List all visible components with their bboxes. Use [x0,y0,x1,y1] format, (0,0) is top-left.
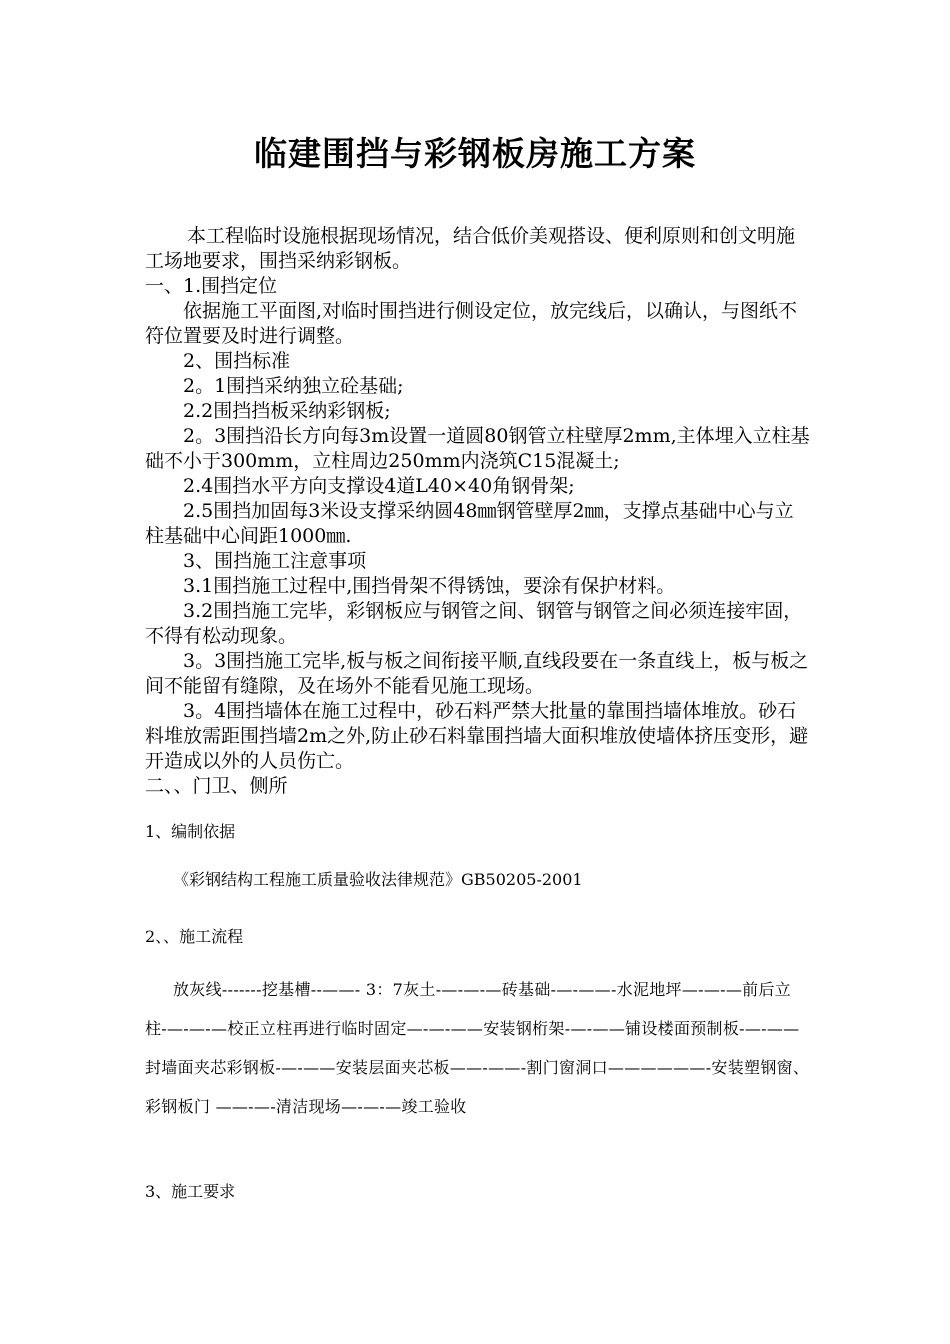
item-3-3: 3。3围挡施工完毕,板与板之间衔接平顺,直线段要在一条直线上，板与板之间不能留有缝隙，及在场外不能看见施工现场。 [145,650,809,697]
section-3-heading: 3、施工要求 [145,1182,236,1201]
document-body [145,224,810,799]
item-3-1: 3.1围挡施工过程中,围挡骨架不得锈蚀，要涂有保护材料。 [183,575,676,597]
item-2-5: 2.5围挡加固每3米设支撑采纳圆48㎜钢管壁厚2㎜，支撑点基础中心与立柱基础中心间距1000㎜. [145,500,794,547]
item-3-2: 3.2围挡施工完毕，彩钢板应与钢管之间、钢管与钢管之间必须连接牢固，不得有松动现象。 [145,600,803,647]
paragraph-positioning: 依据施工平面图,对临时围挡进行侧设定位，放完线后，以确认，与图纸不符位置要及时进行调整。 [145,300,798,347]
item-2-3: 2。3围挡沿长方向每3m设置一道圆80钢管立柱壁厚2mm,主体埋入立柱基础不小于300mm，立柱周边250mm内浇筑C15混凝土; [145,425,810,472]
section-2-heading: 2、、施工流程 [145,927,244,946]
subheading-construction-notes: 3、围挡施工注意事项 [183,550,367,572]
reference-standard: 《彩钢结构工程施工质量验收法律规范》GB50205-2001 [173,870,583,889]
section-heading-fence-positioning: 一、1.围挡定位 [145,275,278,297]
section-heading-guard-room: 二、、门卫、侧所 [145,775,288,797]
document-title: 临建围挡与彩钢板房施工方案 [254,134,696,173]
construction-flow: 放灰线-------挖基槽--——- 3：7灰土-—-—-—砖基础-—-——-水泥地坪—-—-—前后立柱-—-—-—校正立柱再进行临时固定—-—-——安装钢桁架-—-——铺设楼面预制板-—-——封墙面夹芯彩钢板-—-——安装层面夹芯板——-——-割门窗洞口——————-安装塑钢窗、彩钢板门 ——-—-清洁现场—-—-—竣工验收 [145,980,810,1116]
subheading-fence-standard: 2、围挡标准 [183,350,291,372]
item-2-1: 2。1围挡采纳独立砼基础; [183,375,404,397]
item-2-2: 2.2围挡挡板采纳彩钢板; [183,400,391,422]
item-2-4: 2.4围挡水平方向支撑设4道L40×40角钢骨架; [183,475,575,497]
intro-paragraph: 本工程临时设施根据现场情况，结合低价美观搭设、便利原则和创文明施工场地要求，围挡采纳彩钢板。 [145,225,796,272]
section-1-heading: 1、编制依据 [145,822,236,841]
item-3-4: 3。4围挡墙体在施工过程中，砂石料严禁大批量的靠围挡墙体堆放。砂石料堆放需距围挡墙2m之外,防止砂石料靠围挡墙大面积堆放使墙体挤压变形，避开造成以外的人员伤亡。 [145,700,809,772]
